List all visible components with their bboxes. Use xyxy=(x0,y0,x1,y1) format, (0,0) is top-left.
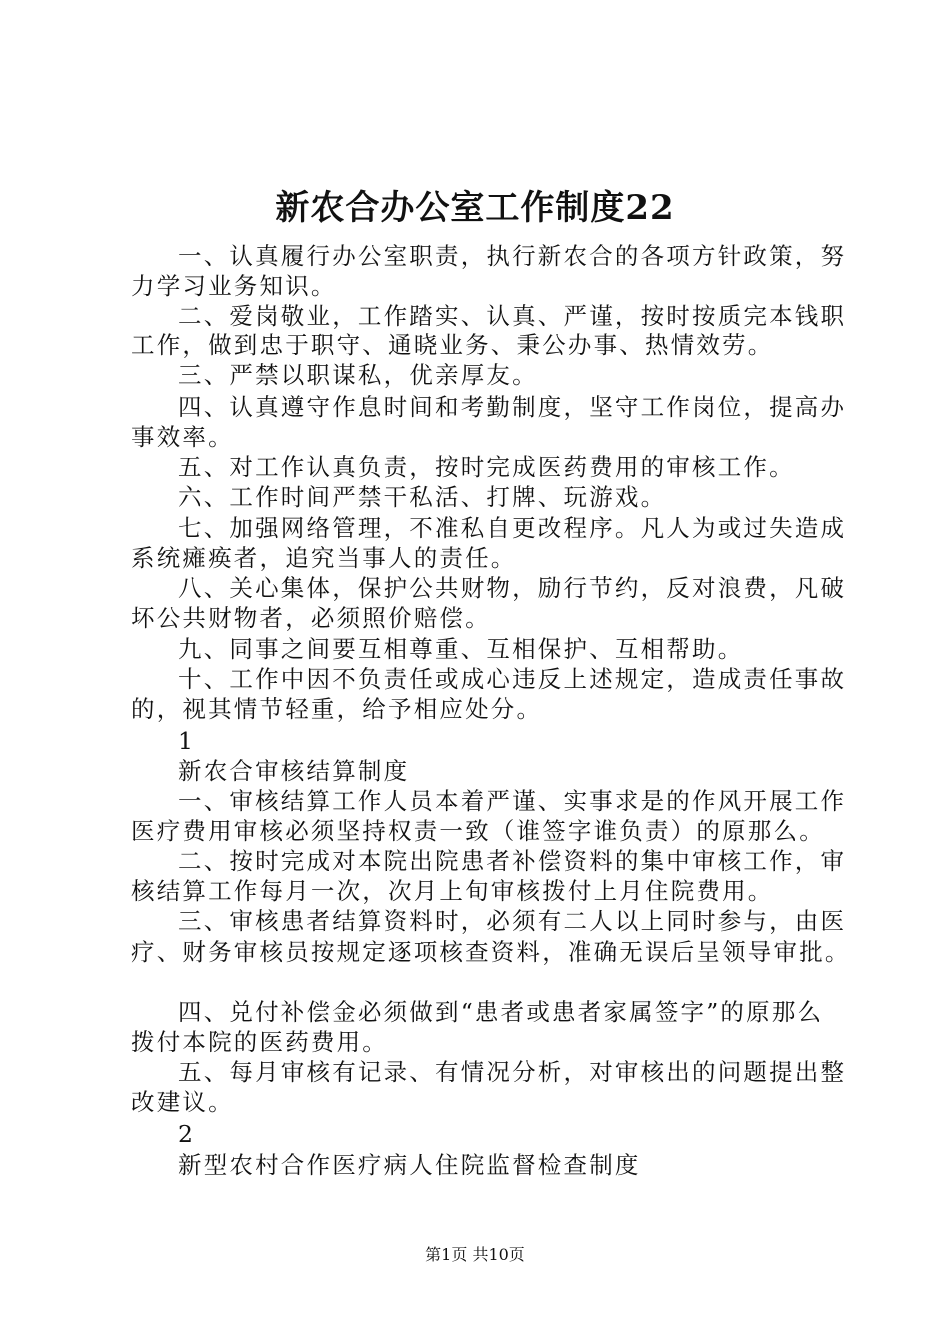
text-line: 五、每月审核有记录、有情况分析，对审核出的问题提出整 xyxy=(178,1058,847,1086)
section-heading: 新农合审核结算制度 xyxy=(178,757,410,785)
page-number-marker: 1 xyxy=(178,727,196,755)
page-number-marker: 2 xyxy=(178,1120,196,1148)
text-line: 疗、财务审核员按规定逐项核查资料，准确无误后呈领导审批。 xyxy=(131,938,851,966)
text-line: 三、审核患者结算资料时，必须有二人以上同时参与，由医 xyxy=(178,907,847,935)
text-line: 十、工作中因不负责任或成心违反上述规定，造成责任事故 xyxy=(178,665,847,693)
text-line: 医疗费用审核必须坚持权责一致（谁签字谁负责）的原那么。 xyxy=(131,817,825,845)
text-line: 改建议。 xyxy=(131,1088,234,1116)
text-line: 九、同事之间要互相尊重、互相保护、互相帮助。 xyxy=(178,635,744,663)
text-line: 事效率。 xyxy=(131,423,234,451)
text-line: 拨付本院的医药费用。 xyxy=(131,1028,388,1056)
text-line: 坏公共财物者，必须照价赔偿。 xyxy=(131,604,491,632)
section-heading: 新型农村合作医疗病人住院监督检查制度 xyxy=(178,1151,641,1179)
text-line: 工作，做到忠于职守、通晓业务、秉公办事、热情效劳。 xyxy=(131,331,774,359)
text-line: 七、加强网络管理，不准私自更改程序。凡人为或过失造成 xyxy=(178,514,847,542)
text-line: 三、严禁以职谋私，优亲厚友。 xyxy=(178,361,538,389)
text-line: 四、兑付补偿金必须做到“患者或患者家属签字”的原那么 xyxy=(178,998,824,1026)
text-line: 五、对工作认真负责，按时完成医药费用的审核工作。 xyxy=(178,453,795,481)
text-line: 六、工作时间严禁干私活、打牌、玩游戏。 xyxy=(178,483,667,511)
text-line: 八、关心集体，保护公共财物，励行节约，反对浪费，凡破 xyxy=(178,574,847,602)
document-title: 新农合办公室工作制度22 xyxy=(275,188,675,228)
text-line: 系统瘫痪者，追究当事人的责任。 xyxy=(131,544,517,572)
text-line: 一、认真履行办公室职责，执行新农合的各项方针政策，努 xyxy=(178,242,847,270)
text-line: 核结算工作每月一次，次月上旬审核拨付上月住院费用。 xyxy=(131,877,774,905)
text-line: 一、审核结算工作人员本着严谨、实事求是的作风开展工作 xyxy=(178,787,847,815)
text-line: 的，视其情节轻重，给予相应处分。 xyxy=(131,695,543,723)
text-line: 四、认真遵守作息时间和考勤制度，坚守工作岗位，提高办 xyxy=(178,393,847,421)
page-footer: 第1页 共10页 xyxy=(425,1245,525,1264)
text-line: 二、爱岗敬业，工作踏实、认真、严谨，按时按质完本钱职 xyxy=(178,302,847,330)
text-line: 力学习业务知识。 xyxy=(131,272,337,300)
text-line: 二、按时完成对本院出院患者补偿资料的集中审核工作，审 xyxy=(178,847,847,875)
